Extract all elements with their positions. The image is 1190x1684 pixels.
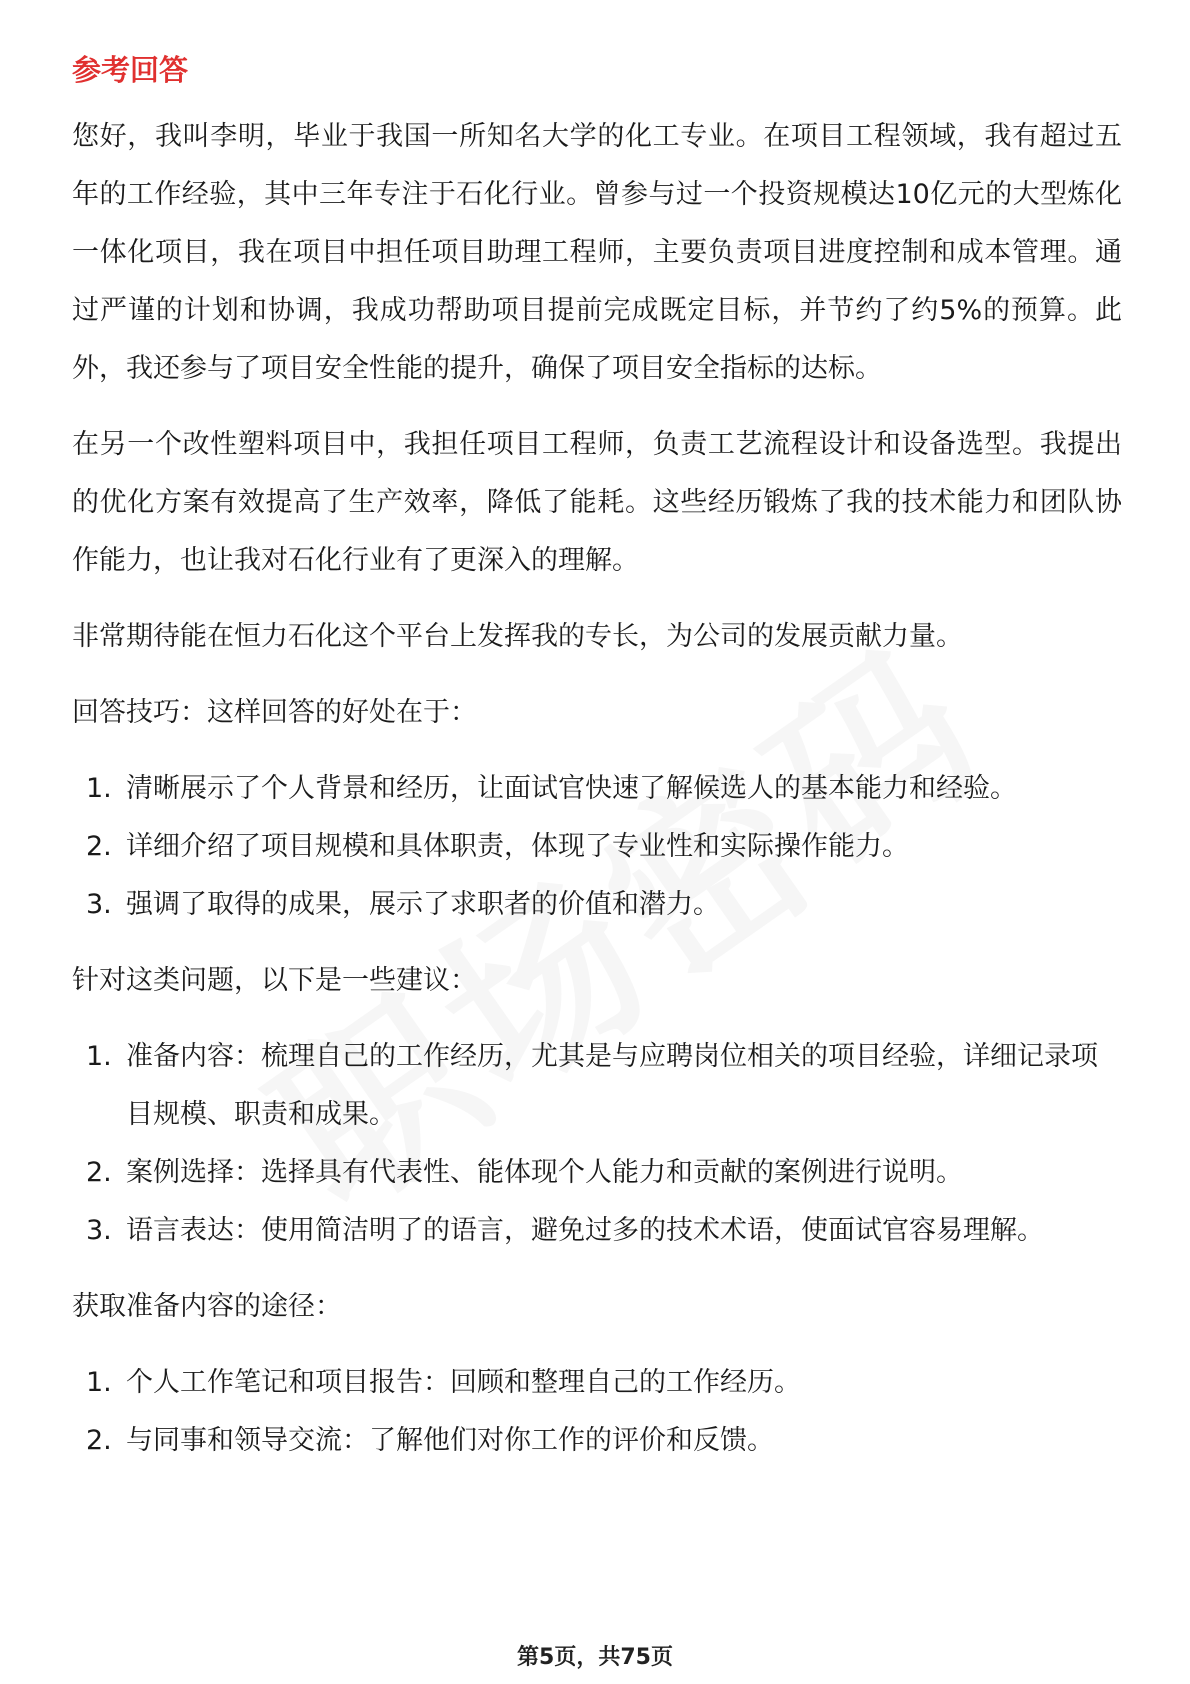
- list-number: 1.: [86, 1041, 112, 1072]
- tips-list: [72, 760, 1122, 934]
- sources-label: 获取准备内容的途径：: [72, 1291, 342, 1322]
- list-number: 1.: [86, 773, 112, 804]
- list-number: 1.: [86, 1367, 112, 1398]
- list-item: [72, 1412, 1122, 1470]
- paragraph-project: 在另一个改性塑料项目中，我担任项目工程师，负责工艺流程设计和设备选型。我提出的优化方案有效提高了生产效率，降低了能耗。这些经历锻炼了我的技术能力和团队协作能力，也让我对石化行业有了更深入的理解。: [72, 429, 1122, 576]
- list-number: 3.: [86, 889, 112, 920]
- suggestions-list: [72, 1028, 1122, 1260]
- list-number: 2.: [86, 1157, 112, 1188]
- list-item: [72, 1144, 1122, 1202]
- list-item: [72, 876, 1122, 934]
- suggestions-label: 针对这类问题，以下是一些建议：: [72, 965, 477, 996]
- list-text: 强调了取得的成果，展示了求职者的价值和潜力。: [126, 889, 720, 920]
- list-item: [72, 760, 1122, 818]
- tips-label: 回答技巧：这样回答的好处在于：: [72, 697, 477, 728]
- page-number: 第5页，共75页: [517, 1645, 673, 1670]
- list-text: 与同事和领导交流：了解他们对你工作的评价和反馈。: [126, 1425, 774, 1456]
- list-item: [72, 818, 1122, 876]
- list-text: 语言表达：使用简洁明了的语言，避免过多的技术术语，使面试官容易理解。: [126, 1215, 1044, 1246]
- list-text: 个人工作笔记和项目报告：回顾和整理自己的工作经历。: [126, 1367, 801, 1398]
- list-item: [72, 1354, 1122, 1412]
- paragraph-closing: 非常期待能在恒力石化这个平台上发挥我的专长，为公司的发展贡献力量。: [72, 621, 963, 652]
- list-text: 准备内容：梳理自己的工作经历，尤其是与应聘岗位相关的项目经验，详细记录项目规模、职责和成果。: [126, 1041, 1098, 1130]
- list-text: 详细介绍了项目规模和具体职责，体现了专业性和实际操作能力。: [126, 831, 909, 862]
- paragraph-intro: 您好，我叫李明，毕业于我国一所知名大学的化工专业。在项目工程领域，我有超过五年的工作经验，其中三年专注于石化行业。曾参与过一个投资规模达10亿元的大型炼化一体化项目，我在项目中担任项目助理工程师，主要负责项目进度控制和成本管理。通过严谨的计划和协调，我成功帮助项目提前完成既定目标，并节约了约5%的预算。此外，我还参与了项目安全性能的提升，确保了项目安全指标的达标。: [72, 121, 1122, 384]
- section-heading: 参考回答: [72, 53, 189, 87]
- list-number: 3.: [86, 1215, 112, 1246]
- list-number: 2.: [86, 1425, 112, 1456]
- list-item: [72, 1202, 1122, 1260]
- list-text: 清晰展示了个人背景和经历，让面试官快速了解候选人的基本能力和经验。: [126, 773, 1017, 804]
- document-page: [72, 40, 1122, 1488]
- list-item: [72, 1028, 1122, 1144]
- list-number: 2.: [86, 831, 112, 862]
- list-text: 案例选择：选择具有代表性、能体现个人能力和贡献的案例进行说明。: [126, 1157, 963, 1188]
- sources-list: [72, 1354, 1122, 1470]
